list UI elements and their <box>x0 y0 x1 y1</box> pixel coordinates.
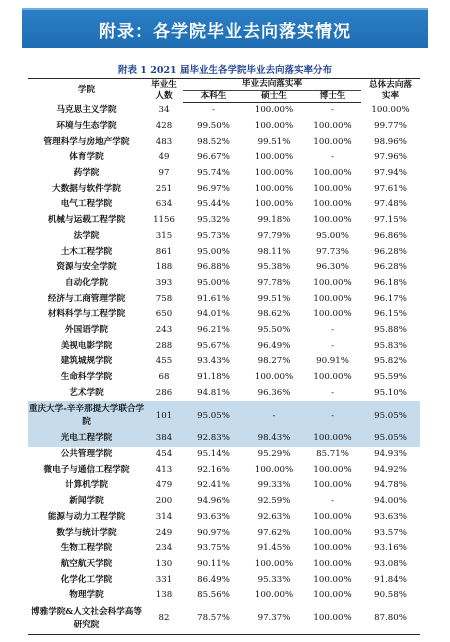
cell-master: 99.33% <box>257 480 291 491</box>
table-row <box>28 370 420 386</box>
cell-count: 393 <box>155 277 173 288</box>
cell-count: 650 <box>155 309 173 320</box>
cell-doctor: - <box>331 324 334 335</box>
header-master: 硕士生 <box>244 91 304 103</box>
cell-doctor: - <box>331 387 334 398</box>
cell-overall: 94.92% <box>374 464 407 475</box>
cell-undergrad: 78.57% <box>183 604 244 635</box>
cell-doctor: 100.00% <box>313 543 352 554</box>
table-row <box>28 323 420 339</box>
cell-doctor: 85.71% <box>316 449 349 460</box>
cell-master: 92.59% <box>257 496 291 507</box>
cell-doctor: - <box>331 105 334 116</box>
cell-undergrad: 95.00% <box>197 246 230 257</box>
cell-doctor: 100.00% <box>313 480 352 491</box>
cell-overall: 95.82% <box>374 356 407 367</box>
cell-doctor: 97.73% <box>316 246 349 257</box>
cell-count: 251 <box>155 183 173 194</box>
cell-doctor: 100.00% <box>313 293 352 304</box>
cell-overall: 95.59% <box>374 372 407 383</box>
cell-count: 331 <box>155 574 173 585</box>
cell-college: 公共管理学院 <box>60 449 113 460</box>
cell-count: 249 <box>155 527 173 538</box>
table-row <box>28 166 420 182</box>
cell-count: 130 <box>155 558 173 569</box>
cell-count: 234 <box>155 543 173 554</box>
cell-undergrad: 93.43% <box>197 356 230 367</box>
cell-overall: 93.16% <box>374 543 407 554</box>
cell-college: 物理学院 <box>69 590 104 601</box>
cell-undergrad: 92.41% <box>197 480 230 491</box>
cell-doctor: 100.00% <box>313 590 352 601</box>
cell-undergrad: 96.88% <box>197 262 230 273</box>
cell-master: 98.62% <box>257 309 291 320</box>
table-row <box>28 401 420 431</box>
cell-count: 188 <box>155 262 173 273</box>
cell-doctor: 96.30% <box>316 262 349 273</box>
cell-count: 49 <box>158 152 170 163</box>
cell-overall: 87.80% <box>361 604 420 635</box>
cell-overall: 100.00% <box>371 105 410 116</box>
cell-master: 100.00% <box>254 183 294 194</box>
cell-college: 建筑城规学院 <box>60 356 113 367</box>
table-row <box>28 197 420 213</box>
cell-college: 生命科学学院 <box>60 372 113 383</box>
table-row <box>28 150 420 166</box>
cell-master: 98.27% <box>257 356 291 367</box>
cell-master: 99.51% <box>257 136 291 147</box>
cell-college: 体育学院 <box>69 152 104 163</box>
cell-undergrad: 95.74% <box>197 168 230 179</box>
cell-college: 新闻学院 <box>69 496 104 507</box>
cell-count: 97 <box>158 168 170 179</box>
cell-count: 34 <box>158 105 170 116</box>
header-overall-line1: 总体去向落 <box>369 79 413 90</box>
cell-college: 法学院 <box>73 230 100 241</box>
cell-undergrad: 91.61% <box>197 293 230 304</box>
cell-undergrad: 95.14% <box>197 449 230 460</box>
table-row <box>28 103 420 119</box>
cell-count: 455 <box>155 356 173 367</box>
cell-overall: 95.88% <box>374 324 407 335</box>
cell-doctor: 100.00% <box>313 464 352 475</box>
table-row <box>28 557 420 573</box>
table-row <box>28 478 420 494</box>
cell-master: - <box>244 401 304 431</box>
banner-title: 附录：各学院毕业去向落实情况 <box>99 21 351 42</box>
cell-undergrad: 99.50% <box>197 121 230 132</box>
header-rate-group: 毕业去向落实率 <box>183 79 361 91</box>
cell-undergrad: 93.63% <box>197 511 230 522</box>
cell-undergrad: 95.32% <box>197 215 230 226</box>
cell-overall: 95.10% <box>374 387 407 398</box>
cell-undergrad: 92.83% <box>183 431 244 447</box>
cell-count: 200 <box>155 496 173 507</box>
table-row <box>28 494 420 510</box>
cell-college: 艺术学院 <box>69 387 104 398</box>
cell-master: 96.36% <box>257 387 291 398</box>
table-row <box>28 134 420 150</box>
table-row <box>28 510 420 526</box>
cell-count: 314 <box>155 511 173 522</box>
cell-undergrad: 98.52% <box>197 136 230 147</box>
cell-doctor: - <box>304 401 361 431</box>
table-row <box>28 354 420 370</box>
cell-college: 化学化工学院 <box>60 574 113 585</box>
cell-college: 光电工程学院 <box>28 431 145 447</box>
cell-master: 99.18% <box>257 215 291 226</box>
cell-master: 100.00% <box>254 152 294 163</box>
cell-overall: 96.28% <box>374 262 407 273</box>
cell-undergrad: 90.11% <box>197 558 230 569</box>
cell-college: 材料科学与工程学院 <box>47 309 126 320</box>
cell-doctor: - <box>331 152 334 163</box>
cell-master: 98.43% <box>244 431 304 447</box>
cell-count: 483 <box>155 136 173 147</box>
cell-doctor: 100.00% <box>313 136 352 147</box>
cell-master: 100.00% <box>254 464 294 475</box>
cell-college: 微电子与通信工程学院 <box>43 464 130 475</box>
cell-master: 96.49% <box>257 340 291 351</box>
cell-undergrad: 95.67% <box>197 340 230 351</box>
table-row <box>28 244 420 260</box>
header-graduates-line2: 人数 <box>155 90 173 101</box>
cell-doctor: 100.00% <box>313 574 352 585</box>
cell-doctor: 100.00% <box>313 309 352 320</box>
cell-undergrad: 96.21% <box>197 324 230 335</box>
cell-overall: 90.58% <box>374 590 407 601</box>
table-row <box>28 431 420 447</box>
cell-overall: 97.48% <box>374 199 407 210</box>
cell-college: 管理科学与房地产学院 <box>43 136 130 147</box>
cell-college: 大数据与软件学院 <box>52 183 121 194</box>
header-graduates <box>145 79 183 103</box>
cell-count: 1156 <box>153 215 175 226</box>
cell-count: 101 <box>145 401 183 431</box>
cell-doctor: 100.00% <box>313 511 352 522</box>
cell-doctor: 100.00% <box>313 121 352 132</box>
cell-doctor: 90.91% <box>316 356 349 367</box>
table-row <box>28 447 420 463</box>
cell-college: 生物工程学院 <box>60 543 113 554</box>
cell-overall: 97.96% <box>374 152 407 163</box>
cell-undergrad: 85.56% <box>197 590 230 601</box>
cell-master: 91.45% <box>257 543 291 554</box>
cell-overall: 94.78% <box>374 480 407 491</box>
table-caption: 附表 1 2021 届毕业生各学院毕业去向落实率分布 <box>118 65 332 76</box>
cell-overall: 96.28% <box>374 246 407 257</box>
cell-college: 博雅学院&人文社会科学高等研究院 <box>28 604 145 635</box>
cell-count: 288 <box>155 340 173 351</box>
cell-undergrad: 95.73% <box>197 230 230 241</box>
cell-doctor: 100.00% <box>313 168 352 179</box>
cell-doctor: 95.00% <box>316 230 349 241</box>
cell-count: 286 <box>155 387 173 398</box>
cell-overall: 93.63% <box>374 511 407 522</box>
cell-count: 634 <box>155 199 173 210</box>
table-body <box>28 103 420 635</box>
cell-master: 95.38% <box>257 262 291 273</box>
cell-undergrad: 91.18% <box>197 372 230 383</box>
cell-overall: 98.96% <box>374 136 407 147</box>
cell-count: 68 <box>158 372 170 383</box>
cell-master: 100.00% <box>254 105 294 116</box>
cell-college: 经济与工商管理学院 <box>47 293 126 304</box>
cell-undergrad: 92.16% <box>197 464 230 475</box>
page-banner <box>22 8 428 48</box>
cell-doctor: - <box>331 340 334 351</box>
cell-undergrad: 94.96% <box>197 496 230 507</box>
table-row <box>28 525 420 541</box>
cell-undergrad: 94.01% <box>197 309 230 320</box>
table-row <box>28 385 420 401</box>
cell-undergrad: - <box>212 105 215 116</box>
cell-undergrad: 96.67% <box>197 152 230 163</box>
cell-undergrad: 93.75% <box>197 543 230 554</box>
cell-undergrad: 86.49% <box>197 574 230 585</box>
header-graduates-line1: 毕业生 <box>151 79 177 90</box>
cell-count: 243 <box>155 324 173 335</box>
table-row <box>28 588 420 604</box>
cell-overall: 93.57% <box>374 527 407 538</box>
header-overall-line2: 实率 <box>381 90 400 101</box>
cell-count: 861 <box>155 246 173 257</box>
cell-overall: 93.08% <box>374 558 407 569</box>
cell-college: 药学院 <box>73 168 100 179</box>
cell-master: 95.50% <box>257 324 291 335</box>
cell-count: 384 <box>145 431 183 447</box>
table-row <box>28 572 420 588</box>
table-row <box>28 229 420 245</box>
cell-doctor: 100.00% <box>313 215 352 226</box>
cell-college: 重庆大学-辛辛那提大学联合学院 <box>28 401 145 431</box>
cell-count: 454 <box>155 449 173 460</box>
cell-college: 电气工程学院 <box>60 199 113 210</box>
cell-overall: 97.61% <box>374 183 407 194</box>
cell-master: 100.00% <box>254 199 294 210</box>
cell-doctor: 100.00% <box>313 372 352 383</box>
cell-undergrad: 94.81% <box>197 387 230 398</box>
cell-overall: 97.94% <box>374 168 407 179</box>
cell-master: 100.00% <box>254 590 294 601</box>
cell-overall: 91.84% <box>374 574 407 585</box>
cell-overall: 95.05% <box>361 401 420 431</box>
cell-overall: 94.93% <box>374 449 407 460</box>
header-doctor: 博士生 <box>304 91 361 103</box>
table-row <box>28 338 420 354</box>
cell-doctor: - <box>331 496 334 507</box>
cell-doctor: 100.00% <box>304 604 361 635</box>
table-row <box>28 604 420 635</box>
cell-doctor: 100.00% <box>313 527 352 538</box>
cell-master: 100.00% <box>254 168 294 179</box>
header-undergrad: 本科生 <box>183 91 244 103</box>
cell-overall: 96.17% <box>374 293 407 304</box>
cell-count: 479 <box>155 480 173 491</box>
cell-master: 100.00% <box>254 121 294 132</box>
cell-doctor: 100.00% <box>313 277 352 288</box>
cell-count: 138 <box>155 590 173 601</box>
table-row <box>28 276 420 292</box>
cell-master: 100.00% <box>254 558 294 569</box>
cell-master: 97.62% <box>257 527 291 538</box>
cell-college: 自动化学院 <box>65 277 108 288</box>
cell-undergrad: 96.97% <box>197 183 230 194</box>
table-row <box>28 119 420 135</box>
cell-master: 99.51% <box>257 293 291 304</box>
cell-college: 资源与安全学院 <box>56 262 117 273</box>
cell-college: 计算机学院 <box>65 480 108 491</box>
cell-undergrad: 95.44% <box>197 199 230 210</box>
cell-master: 98.11% <box>257 246 291 257</box>
cell-doctor: 100.00% <box>313 199 352 210</box>
cell-count: 758 <box>155 293 173 304</box>
cell-college: 数学与统计学院 <box>56 527 117 538</box>
cell-count: 82 <box>145 604 183 635</box>
cell-master: 95.29% <box>257 449 291 460</box>
table-row <box>28 260 420 276</box>
cell-doctor: 100.00% <box>313 183 352 194</box>
table-row <box>28 291 420 307</box>
cell-undergrad: 95.05% <box>183 401 244 431</box>
cell-overall: 94.00% <box>374 496 407 507</box>
table-row <box>28 213 420 229</box>
header-college: 学院 <box>28 79 145 103</box>
cell-master: 100.00% <box>254 372 294 383</box>
cell-overall: 96.15% <box>374 309 407 320</box>
table-row <box>28 462 420 478</box>
cell-master: 95.33% <box>257 574 291 585</box>
cell-doctor: 100.00% <box>313 558 352 569</box>
cell-master: 97.78% <box>257 277 291 288</box>
table-row <box>28 181 420 197</box>
cell-overall: 96.86% <box>374 230 407 241</box>
cell-doctor: 100.00% <box>304 431 361 447</box>
placement-rate-table <box>28 78 420 635</box>
cell-overall: 97.15% <box>374 215 407 226</box>
cell-overall: 99.77% <box>374 121 407 132</box>
cell-college: 外国语学院 <box>65 324 108 335</box>
cell-overall: 96.18% <box>374 277 407 288</box>
cell-college: 能源与动力工程学院 <box>47 511 126 522</box>
cell-overall: 95.05% <box>361 431 420 447</box>
cell-overall: 95.83% <box>374 340 407 351</box>
cell-college: 马克思主义学院 <box>56 105 117 116</box>
cell-count: 315 <box>155 230 173 241</box>
table-row <box>28 307 420 323</box>
table-row <box>28 541 420 557</box>
cell-master: 92.63% <box>257 511 291 522</box>
cell-master: 97.37% <box>244 604 304 635</box>
cell-college: 航空航天学院 <box>60 558 113 569</box>
header-overall <box>361 79 420 103</box>
cell-college: 环境与生态学院 <box>56 121 117 132</box>
cell-master: 97.79% <box>257 230 291 241</box>
cell-undergrad: 90.97% <box>197 527 230 538</box>
cell-college: 美视电影学院 <box>60 340 113 351</box>
cell-count: 413 <box>155 464 173 475</box>
cell-undergrad: 95.00% <box>197 277 230 288</box>
cell-college: 机械与运载工程学院 <box>47 215 126 226</box>
cell-count: 428 <box>155 121 173 132</box>
cell-college: 土木工程学院 <box>60 246 113 257</box>
